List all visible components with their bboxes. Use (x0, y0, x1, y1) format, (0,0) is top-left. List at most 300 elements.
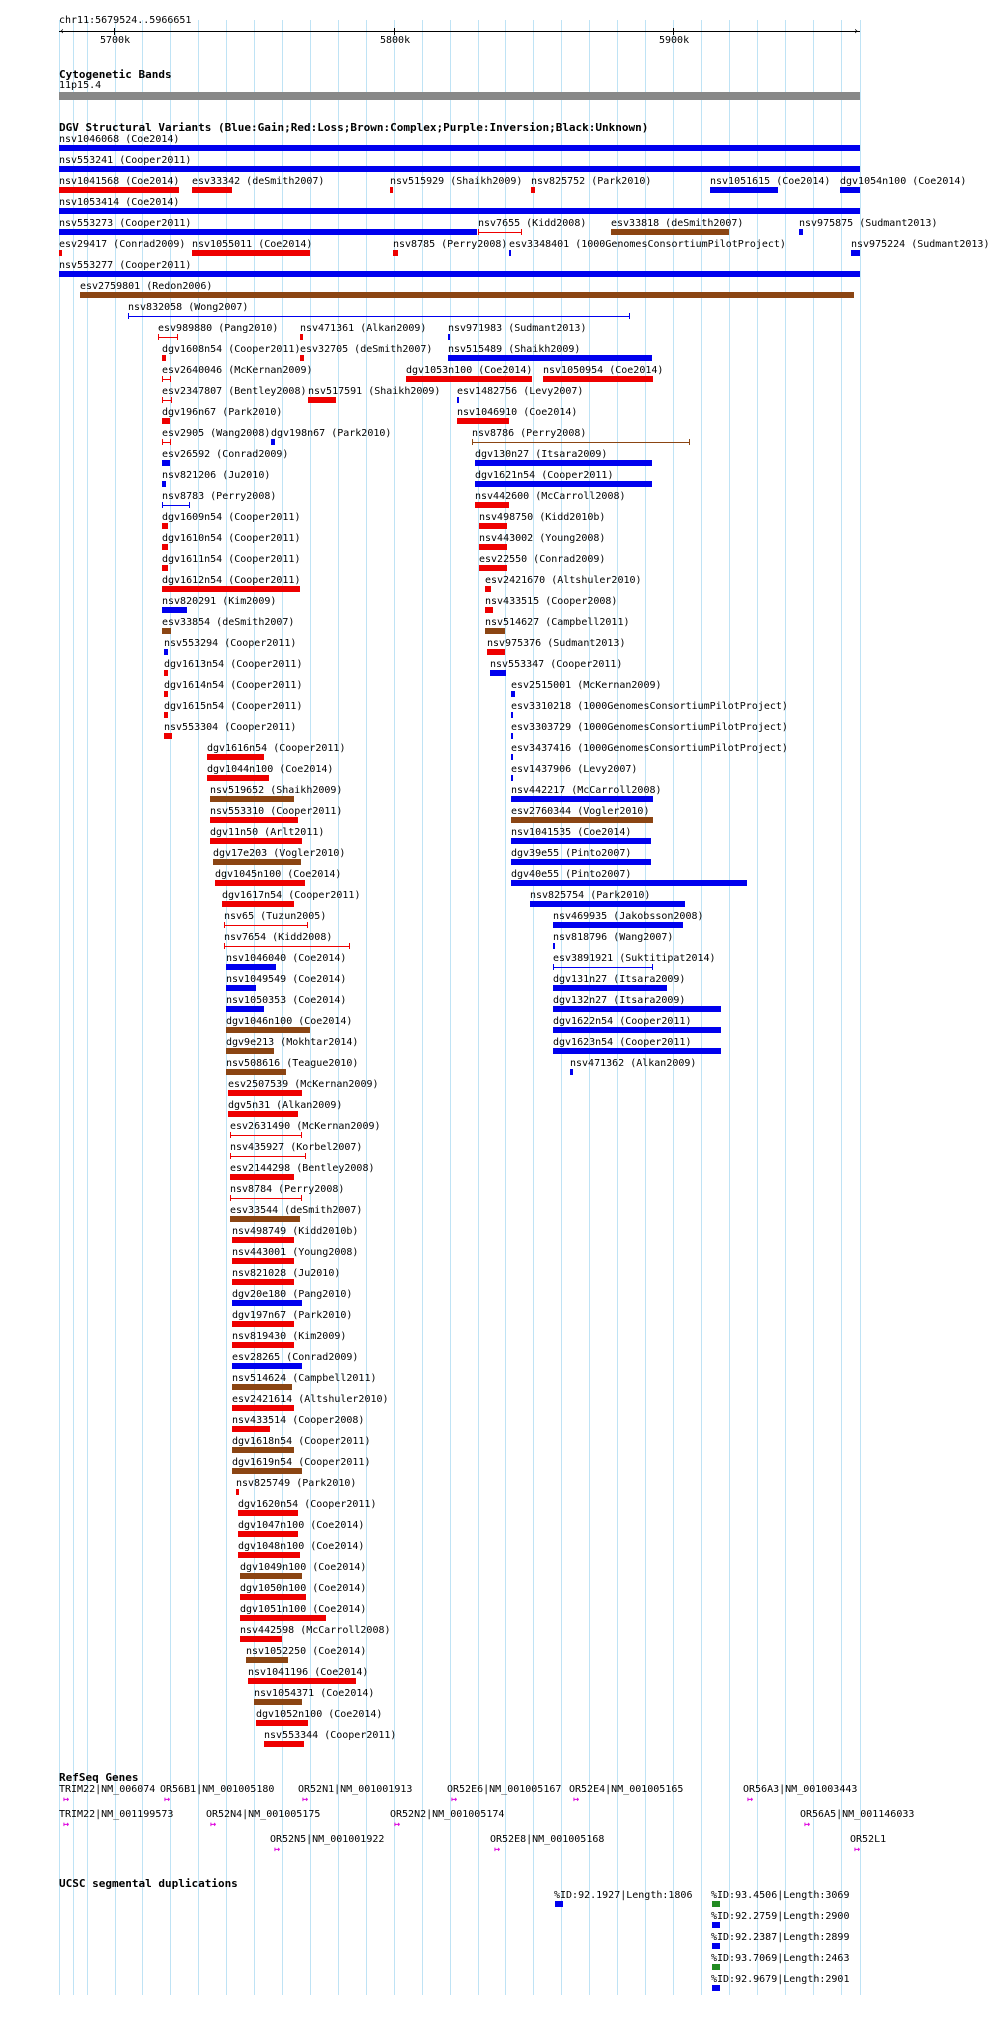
variant-label[interactable]: esv33854 (deSmith2007) (162, 617, 295, 628)
gene-label[interactable]: OR52N4|NM_001005175 (206, 1809, 321, 1820)
variant-label[interactable]: nsv514624 (Campbell2011) (232, 1373, 377, 1384)
variant-bar[interactable] (230, 1156, 306, 1157)
variant-bar[interactable] (232, 1258, 294, 1264)
gene-strand-arrow-icon[interactable]: ↦ (63, 1819, 70, 1830)
variant-bar[interactable] (162, 565, 168, 571)
variant-bar[interactable] (511, 712, 513, 718)
gene-label[interactable]: OR56B1|NM_001005180 (160, 1784, 275, 1795)
variant-label[interactable]: dgv17e203 (Vogler2010) (213, 848, 346, 859)
variant-bar[interactable] (232, 1426, 270, 1432)
variant-bar[interactable] (479, 565, 507, 571)
segdup-bar[interactable] (712, 1901, 720, 1907)
variant-bar[interactable] (232, 1384, 292, 1390)
variant-label[interactable]: nsv1051615 (Coe2014) (710, 176, 831, 187)
variant-bar[interactable] (232, 1342, 294, 1348)
variant-bar[interactable] (511, 691, 515, 697)
variant-label[interactable]: esv2347807 (Bentley2008) (162, 386, 307, 397)
variant-label[interactable]: nsv519652 (Shaikh2009) (210, 785, 343, 796)
variant-label[interactable]: nsv1053414 (Coe2014) (59, 197, 180, 208)
variant-label[interactable]: esv3891921 (Suktitipat2014) (553, 953, 716, 964)
variant-label[interactable]: esv2421670 (Altshuler2010) (485, 575, 642, 586)
gene-strand-arrow-icon[interactable]: ↦ (210, 1819, 217, 1830)
variant-label[interactable]: nsv975224 (Sudmant2013) (851, 239, 989, 250)
variant-label[interactable]: dgv1045n100 (Coe2014) (215, 869, 342, 880)
variant-bar[interactable] (246, 1657, 288, 1663)
variant-label[interactable]: nsv1046068 (Coe2014) (59, 134, 180, 145)
variant-bar[interactable] (478, 232, 522, 233)
variant-label[interactable]: esv2640046 (McKernan2009) (162, 365, 313, 376)
variant-label[interactable]: esv2760344 (Vogler2010) (511, 806, 650, 817)
variant-bar[interactable] (531, 187, 535, 193)
variant-label[interactable]: nsv553277 (Cooper2011) (59, 260, 192, 271)
variant-label[interactable]: nsv471362 (Alkan2009) (570, 1058, 697, 1069)
variant-label[interactable]: dgv1616n54 (Cooper2011) (207, 743, 346, 754)
variant-bar[interactable] (553, 922, 683, 928)
variant-label[interactable]: esv1482756 (Levy2007) (457, 386, 584, 397)
segdup-bar[interactable] (712, 1964, 720, 1970)
variant-bar[interactable] (840, 187, 860, 193)
variant-label[interactable]: nsv7655 (Kidd2008) (478, 218, 587, 229)
variant-label[interactable]: nsv8785 (Perry2008) (393, 239, 508, 250)
variant-label[interactable]: dgv40e55 (Pinto2007) (511, 869, 632, 880)
variant-label[interactable]: dgv1619n54 (Cooper2011) (232, 1457, 371, 1468)
variant-bar[interactable] (228, 1090, 302, 1096)
variant-bar[interactable] (553, 1048, 721, 1054)
variant-bar[interactable] (238, 1531, 298, 1537)
variant-label[interactable]: nsv435927 (Korbel2007) (230, 1142, 363, 1153)
variant-label[interactable]: nsv469935 (Jakobsson2008) (553, 911, 704, 922)
variant-bar[interactable] (224, 946, 350, 947)
variant-bar[interactable] (511, 733, 513, 739)
segdup-label[interactable]: %ID:92.9679|Length:2901 (711, 1974, 850, 1985)
variant-bar[interactable] (300, 334, 303, 340)
variant-label[interactable]: esv989880 (Pang2010) (158, 323, 279, 334)
variant-label[interactable]: esv28265 (Conrad2009) (232, 1352, 359, 1363)
gene-label[interactable]: TRIM22|NM_006074 (59, 1784, 156, 1795)
variant-bar[interactable] (162, 460, 170, 466)
variant-bar[interactable] (485, 628, 505, 634)
variant-bar[interactable] (543, 376, 653, 382)
segdup-label[interactable]: %ID:92.2759|Length:2900 (711, 1911, 850, 1922)
variant-label[interactable]: nsv975875 (Sudmant2013) (799, 218, 938, 229)
variant-label[interactable]: nsv1046040 (Coe2014) (226, 953, 347, 964)
variant-bar[interactable] (162, 355, 166, 361)
variant-bar[interactable] (59, 271, 860, 277)
variant-bar[interactable] (254, 1699, 302, 1705)
variant-label[interactable]: esv1437906 (Levy2007) (511, 764, 638, 775)
variant-label[interactable]: nsv471361 (Alkan2009) (300, 323, 427, 334)
variant-label[interactable]: dgv1046n100 (Coe2014) (226, 1016, 353, 1027)
variant-bar[interactable] (210, 817, 298, 823)
variant-label[interactable]: nsv820291 (Kim2009) (162, 596, 277, 607)
variant-bar[interactable] (406, 376, 532, 382)
variant-label[interactable]: nsv825754 (Park2010) (530, 890, 651, 901)
variant-bar[interactable] (232, 1405, 294, 1411)
variant-bar[interactable] (162, 544, 168, 550)
variant-bar[interactable] (487, 649, 505, 655)
variant-label[interactable]: nsv433515 (Cooper2008) (485, 596, 618, 607)
variant-bar[interactable] (213, 859, 301, 865)
variant-bar[interactable] (511, 817, 653, 823)
variant-label[interactable]: nsv553241 (Cooper2011) (59, 155, 192, 166)
variant-bar[interactable] (59, 208, 860, 214)
variant-bar[interactable] (238, 1510, 298, 1516)
variant-bar[interactable] (226, 985, 256, 991)
variant-label[interactable]: esv2507539 (McKernan2009) (228, 1079, 379, 1090)
variant-label[interactable]: dgv196n67 (Park2010) (162, 407, 283, 418)
variant-bar[interactable] (59, 145, 860, 151)
variant-bar[interactable] (511, 796, 653, 802)
variant-bar[interactable] (162, 607, 187, 613)
gene-label[interactable]: OR52E4|NM_001005165 (569, 1784, 684, 1795)
variant-label[interactable]: nsv553304 (Cooper2011) (164, 722, 297, 733)
variant-bar[interactable] (128, 316, 630, 317)
variant-label[interactable]: dgv1612n54 (Cooper2011) (162, 575, 301, 586)
variant-label[interactable]: dgv1048n100 (Coe2014) (238, 1541, 365, 1552)
variant-bar[interactable] (164, 712, 168, 718)
gene-label[interactable]: OR52E8|NM_001005168 (490, 1834, 605, 1845)
variant-bar[interactable] (511, 838, 651, 844)
variant-label[interactable]: nsv442217 (McCarroll2008) (511, 785, 662, 796)
variant-label[interactable]: esv26592 (Conrad2009) (162, 449, 289, 460)
variant-bar[interactable] (162, 418, 170, 424)
variant-bar[interactable] (162, 523, 168, 529)
variant-label[interactable]: nsv1041196 (Coe2014) (248, 1667, 369, 1678)
variant-bar[interactable] (457, 418, 509, 424)
variant-label[interactable]: esv32705 (deSmith2007) (300, 344, 433, 355)
variant-label[interactable]: dgv1608n54 (Cooper2011) (162, 344, 301, 355)
variant-bar-end (230, 1153, 231, 1159)
variant-label[interactable]: dgv1618n54 (Cooper2011) (232, 1436, 371, 1447)
variant-label[interactable]: nsv1041568 (Coe2014) (59, 176, 180, 187)
variant-bar[interactable] (226, 1006, 264, 1012)
variant-bar[interactable] (236, 1489, 239, 1495)
variant-label[interactable]: nsv832058 (Wong2007) (128, 302, 249, 313)
variant-bar[interactable] (393, 250, 398, 256)
variant-bar[interactable] (162, 628, 171, 634)
variant-bar[interactable] (479, 544, 507, 550)
ruler-tick (114, 28, 115, 35)
variant-label[interactable]: nsv975376 (Sudmant2013) (487, 638, 626, 649)
variant-bar[interactable] (530, 901, 685, 907)
variant-bar[interactable] (59, 250, 62, 256)
variant-bar[interactable] (164, 649, 168, 655)
gene-label[interactable]: TRIM22|NM_001199573 (59, 1809, 174, 1820)
variant-bar[interactable] (799, 229, 803, 235)
gene-strand-arrow-icon[interactable]: ↦ (394, 1819, 401, 1830)
variant-label[interactable]: nsv821028 (Ju2010) (232, 1268, 341, 1279)
variant-bar[interactable] (230, 1198, 302, 1199)
variant-label[interactable]: esv33544 (deSmith2007) (230, 1205, 363, 1216)
variant-label[interactable]: nsv517591 (Shaikh2009) (308, 386, 441, 397)
variant-label[interactable]: nsv819430 (Kim2009) (232, 1331, 347, 1342)
variant-bar[interactable] (59, 229, 477, 235)
variant-label[interactable]: dgv1051n100 (Coe2014) (240, 1604, 367, 1615)
variant-bar[interactable] (207, 775, 269, 781)
variant-bar[interactable] (611, 229, 729, 235)
variant-bar[interactable] (210, 838, 302, 844)
variant-label[interactable]: nsv1050954 (Coe2014) (543, 365, 664, 376)
variant-bar[interactable] (230, 1135, 302, 1136)
segdup-bar[interactable] (712, 1985, 720, 1991)
variant-label[interactable]: esv2144298 (Bentley2008) (230, 1163, 375, 1174)
variant-label[interactable]: nsv498749 (Kidd2010b) (232, 1226, 359, 1237)
variant-bar[interactable] (511, 775, 513, 781)
variant-bar[interactable] (570, 1069, 573, 1075)
variant-label[interactable]: nsv553294 (Cooper2011) (164, 638, 297, 649)
variant-bar[interactable] (553, 943, 555, 949)
variant-bar[interactable] (475, 481, 652, 487)
gene-strand-arrow-icon[interactable]: ↦ (573, 1794, 580, 1805)
variant-label[interactable]: esv22550 (Conrad2009) (479, 554, 606, 565)
variant-label[interactable]: nsv1041535 (Coe2014) (511, 827, 632, 838)
variant-label[interactable]: esv2631490 (McKernan2009) (230, 1121, 381, 1132)
gene-strand-arrow-icon[interactable]: ↦ (804, 1819, 811, 1830)
gene-label[interactable]: OR56A5|NM_001146033 (800, 1809, 915, 1820)
variant-bar[interactable] (240, 1615, 326, 1621)
variant-bar[interactable] (162, 505, 190, 506)
variant-label[interactable]: esv3437416 (1000GenomesConsortiumPilotProject) (511, 743, 788, 754)
variant-bar[interactable] (162, 481, 166, 487)
variant-bar[interactable] (479, 523, 507, 529)
variant-label[interactable]: esv3310218 (1000GenomesConsortiumPilotProject) (511, 701, 788, 712)
variant-label[interactable]: dgv1617n54 (Cooper2011) (222, 890, 361, 901)
variant-bar[interactable] (164, 733, 172, 739)
variant-label[interactable]: nsv442598 (McCarroll2008) (240, 1625, 391, 1636)
variant-bar[interactable] (475, 460, 652, 466)
variant-label[interactable]: nsv1046910 (Coe2014) (457, 407, 578, 418)
variant-bar[interactable] (164, 691, 168, 697)
variant-label[interactable]: dgv1047n100 (Coe2014) (238, 1520, 365, 1531)
gene-label[interactable]: OR52E6|NM_001005167 (447, 1784, 562, 1795)
variant-bar[interactable] (232, 1363, 302, 1369)
variant-bar[interactable] (485, 607, 493, 613)
segdup-bar[interactable] (555, 1901, 563, 1907)
variant-label[interactable]: nsv443001 (Young2008) (232, 1247, 359, 1258)
variant-label[interactable]: dgv1610n54 (Cooper2011) (162, 533, 301, 544)
gene-label[interactable]: OR52N5|NM_001001922 (270, 1834, 385, 1845)
segdup-label[interactable]: %ID:92.2387|Length:2899 (711, 1932, 850, 1943)
variant-bar[interactable] (553, 985, 667, 991)
gene-label[interactable]: OR52L1 (850, 1834, 887, 1845)
gene-label[interactable]: OR52N1|NM_001001913 (298, 1784, 413, 1795)
variant-label[interactable]: dgv1615n54 (Cooper2011) (164, 701, 303, 712)
variant-label[interactable]: dgv130n27 (Itsara2009) (475, 449, 608, 460)
variant-bar[interactable] (226, 1069, 286, 1075)
variant-bar[interactable] (59, 166, 860, 172)
segdup-label[interactable]: %ID:93.7069|Length:2463 (711, 1953, 850, 1964)
variant-label[interactable]: nsv65 (Tuzun2005) (224, 911, 327, 922)
variant-label[interactable]: esv33818 (deSmith2007) (611, 218, 744, 229)
variant-label[interactable]: dgv198n67 (Park2010) (271, 428, 392, 439)
variant-bar[interactable] (164, 670, 168, 676)
gene-strand-arrow-icon[interactable]: ↦ (494, 1844, 501, 1855)
variant-label[interactable]: nsv971983 (Sudmant2013) (448, 323, 587, 334)
variant-bar[interactable] (232, 1468, 302, 1474)
variant-label[interactable]: dgv1050n100 (Coe2014) (240, 1583, 367, 1594)
variant-label[interactable]: nsv553273 (Cooper2011) (59, 218, 192, 229)
variant-bar[interactable] (308, 397, 336, 403)
variant-bar[interactable] (553, 1006, 721, 1012)
variant-label[interactable]: dgv131n27 (Itsara2009) (553, 974, 686, 985)
variant-bar[interactable] (224, 925, 308, 926)
variant-label[interactable]: dgv1053n100 (Coe2014) (406, 365, 533, 376)
variant-bar[interactable] (162, 586, 300, 592)
variant-bar[interactable] (390, 187, 393, 193)
variant-label[interactable]: dgv1621n54 (Cooper2011) (475, 470, 614, 481)
variant-bar[interactable] (210, 796, 294, 802)
variant-label[interactable]: nsv553344 (Cooper2011) (264, 1730, 397, 1741)
variant-label[interactable]: esv2421614 (Altshuler2010) (232, 1394, 389, 1405)
variant-label[interactable]: nsv433514 (Cooper2008) (232, 1415, 365, 1426)
variant-label[interactable]: nsv508616 (Teague2010) (226, 1058, 359, 1069)
variant-label[interactable]: esv3303729 (1000GenomesConsortiumPilotProject) (511, 722, 788, 733)
variant-bar[interactable] (232, 1447, 294, 1453)
variant-bar[interactable] (232, 1321, 294, 1327)
variant-label[interactable]: dgv1614n54 (Cooper2011) (164, 680, 303, 691)
variant-label[interactable]: nsv1052250 (Coe2014) (246, 1646, 367, 1657)
variant-label[interactable]: nsv818796 (Wang2007) (553, 932, 674, 943)
variant-label[interactable]: nsv821206 (Ju2010) (162, 470, 271, 481)
variant-label[interactable]: dgv9e213 (Mokhtar2014) (226, 1037, 359, 1048)
variant-label[interactable]: nsv443002 (Young2008) (479, 533, 606, 544)
variant-bar[interactable] (264, 1741, 304, 1747)
variant-bar[interactable] (511, 754, 513, 760)
variant-bar[interactable] (207, 754, 264, 760)
segdup-label[interactable]: %ID:92.1927|Length:1806 (554, 1890, 693, 1901)
gene-strand-arrow-icon[interactable]: ↦ (854, 1844, 861, 1855)
variant-label[interactable]: nsv825752 (Park2010) (531, 176, 652, 187)
variant-label[interactable]: dgv132n27 (Itsara2009) (553, 995, 686, 1006)
variant-bar[interactable] (457, 397, 459, 403)
variant-label[interactable]: nsv8784 (Perry2008) (230, 1184, 345, 1195)
variant-bar[interactable] (59, 187, 179, 193)
variant-label[interactable]: nsv1055011 (Coe2014) (192, 239, 313, 250)
variant-bar[interactable] (448, 334, 450, 340)
variant-bar[interactable] (226, 1027, 310, 1033)
gene-label[interactable]: OR52N2|NM_001005174 (390, 1809, 505, 1820)
variant-bar[interactable] (192, 250, 310, 256)
variant-label[interactable]: nsv514627 (Campbell2011) (485, 617, 630, 628)
variant-label[interactable]: nsv8786 (Perry2008) (472, 428, 587, 439)
variant-bar[interactable] (230, 1216, 300, 1222)
variant-bar[interactable] (472, 442, 690, 443)
variant-label[interactable]: esv2905 (Wang2008) (162, 428, 271, 439)
variant-label[interactable]: nsv1054371 (Coe2014) (254, 1688, 375, 1699)
variant-bar[interactable] (490, 670, 506, 676)
variant-label[interactable]: dgv1620n54 (Cooper2011) (238, 1499, 377, 1510)
variant-bar[interactable] (230, 1174, 294, 1180)
variant-bar[interactable] (256, 1720, 308, 1726)
variant-bar[interactable] (553, 1027, 721, 1033)
variant-label[interactable]: nsv1050353 (Coe2014) (226, 995, 347, 1006)
variant-label[interactable]: nsv553310 (Cooper2011) (210, 806, 343, 817)
cyto-band[interactable] (59, 92, 860, 100)
variant-bar[interactable] (248, 1678, 356, 1684)
variant-bar[interactable] (509, 250, 511, 256)
variant-bar[interactable] (710, 187, 778, 193)
variant-label[interactable]: dgv20e180 (Pang2010) (232, 1289, 353, 1300)
variant-label[interactable]: dgv1613n54 (Cooper2011) (164, 659, 303, 670)
gene-strand-arrow-icon[interactable]: ↦ (302, 1794, 309, 1805)
variant-label[interactable]: esv29417 (Conrad2009) (59, 239, 186, 250)
variant-bar[interactable] (851, 250, 860, 256)
variant-bar[interactable] (240, 1573, 302, 1579)
variant-bar[interactable] (226, 1048, 274, 1054)
gene-strand-arrow-icon[interactable]: ↦ (747, 1794, 754, 1805)
variant-bar[interactable] (158, 337, 178, 338)
variant-label[interactable]: dgv5n31 (Alkan2009) (228, 1100, 343, 1111)
variant-label[interactable]: nsv7654 (Kidd2008) (224, 932, 333, 943)
variant-label[interactable]: dgv1623n54 (Cooper2011) (553, 1037, 692, 1048)
segdup-bar[interactable] (712, 1922, 720, 1928)
variant-label[interactable]: nsv1049549 (Coe2014) (226, 974, 347, 985)
variant-label[interactable]: nsv442600 (McCarroll2008) (475, 491, 626, 502)
variant-bar[interactable] (553, 967, 653, 968)
variant-bar[interactable] (80, 292, 854, 298)
gene-strand-arrow-icon[interactable]: ↦ (451, 1794, 458, 1805)
variant-label[interactable]: nsv498750 (Kidd2010b) (479, 512, 606, 523)
variant-label[interactable]: dgv1611n54 (Cooper2011) (162, 554, 301, 565)
ruler-right-arrow: › (853, 26, 860, 37)
segdup-bar[interactable] (712, 1943, 720, 1949)
variant-label[interactable]: nsv515929 (Shaikh2009) (390, 176, 523, 187)
variant-bar[interactable] (511, 859, 651, 865)
variant-label[interactable]: dgv1609n54 (Cooper2011) (162, 512, 301, 523)
variant-bar[interactable] (232, 1279, 294, 1285)
gene-label[interactable]: OR56A3|NM_001003443 (743, 1784, 858, 1795)
variant-bar[interactable] (240, 1636, 282, 1642)
variant-label[interactable]: nsv825749 (Park2010) (236, 1478, 357, 1489)
variant-bar[interactable] (215, 880, 305, 886)
variant-bar[interactable] (232, 1237, 294, 1243)
variant-bar[interactable] (511, 880, 747, 886)
variant-label[interactable]: esv2759801 (Redon2006) (80, 281, 213, 292)
gene-strand-arrow-icon[interactable]: ↦ (274, 1844, 281, 1855)
variant-label[interactable]: nsv553347 (Cooper2011) (490, 659, 623, 670)
variant-label[interactable]: dgv39e55 (Pinto2007) (511, 848, 632, 859)
variant-label[interactable]: esv33342 (deSmith2007) (192, 176, 325, 187)
variant-bar[interactable] (240, 1594, 306, 1600)
gene-strand-arrow-icon[interactable]: ↦ (63, 1794, 70, 1805)
variant-bar[interactable] (448, 355, 652, 361)
variant-label[interactable]: dgv197n67 (Park2010) (232, 1310, 353, 1321)
segdup-label[interactable]: %ID:93.4506|Length:3069 (711, 1890, 850, 1901)
variant-bar[interactable] (228, 1111, 298, 1117)
variant-bar[interactable] (485, 586, 491, 592)
variant-bar[interactable] (192, 187, 232, 193)
variant-label[interactable]: dgv1049n100 (Coe2014) (240, 1562, 367, 1573)
variant-bar[interactable] (300, 355, 304, 361)
variant-label[interactable]: dgv1054n100 (Coe2014) (840, 176, 967, 187)
gene-strand-arrow-icon[interactable]: ↦ (164, 1794, 171, 1805)
variant-label[interactable]: dgv1622n54 (Cooper2011) (553, 1016, 692, 1027)
variant-bar[interactable] (232, 1300, 302, 1306)
variant-label[interactable]: dgv11n50 (Arlt2011) (210, 827, 325, 838)
variant-bar[interactable] (222, 901, 294, 907)
variant-label[interactable]: nsv8783 (Perry2008) (162, 491, 277, 502)
variant-bar[interactable] (475, 502, 509, 508)
variant-bar[interactable] (271, 439, 275, 445)
variant-label[interactable]: dgv1044n100 (Coe2014) (207, 764, 334, 775)
variant-label[interactable]: nsv515489 (Shaikh2009) (448, 344, 581, 355)
variant-label[interactable]: esv3348401 (1000GenomesConsortiumPilotProject) (509, 239, 786, 250)
grid-line (73, 20, 74, 1995)
variant-bar[interactable] (238, 1552, 300, 1558)
variant-label[interactable]: esv2515001 (McKernan2009) (511, 680, 662, 691)
variant-label[interactable]: dgv1052n100 (Coe2014) (256, 1709, 383, 1720)
variant-bar[interactable] (226, 964, 276, 970)
